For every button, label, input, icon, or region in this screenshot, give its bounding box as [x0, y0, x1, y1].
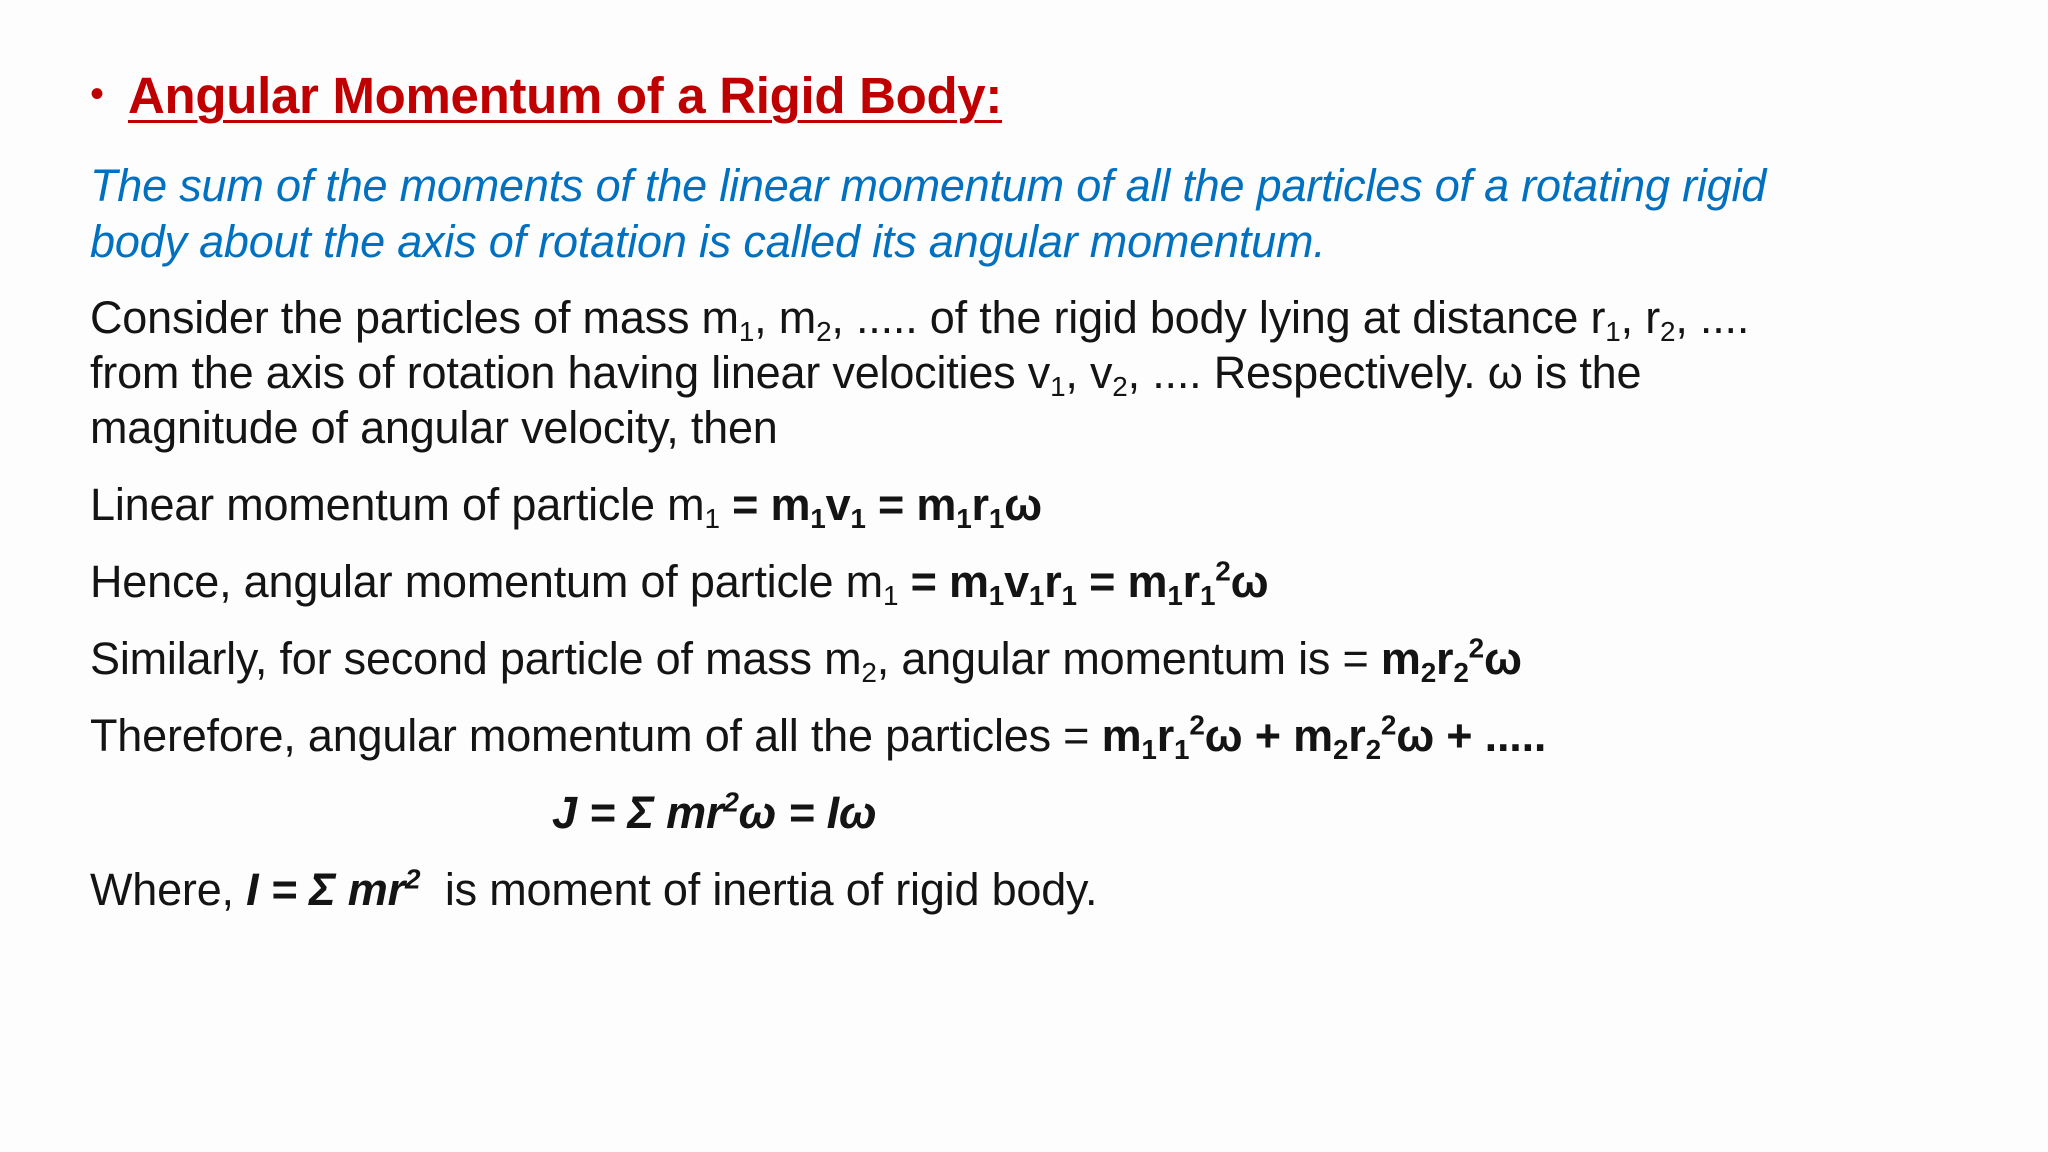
- total-momentum-line: Therefore, angular momentum of all the particles = $m_1r_1^2\omega + m_2r_2^2\omega$ + .....: [90, 709, 1547, 765]
- slide-content: [90, 66, 1990, 918]
- angular-momentum-line: Hence, angular momentum of particle $m_1 = m_1v_1r_1 = m_1r_1^2\omega$: [90, 555, 1269, 611]
- second-particle-line: Similarly, for second particle of mass $m_2$, angular momentum is = $m_2r_2^2\omega$: [90, 632, 1522, 688]
- moment-of-inertia-expression: I = Σ $mr^2$: [246, 863, 421, 915]
- moment-of-inertia-line: Where, I = Σ $mr^2$ is moment of inertia of rigid body.: [90, 863, 1098, 915]
- linear-momentum-expression: = $m_1v_1 = m_1r_1\omega$: [719, 479, 1042, 534]
- total-momentum-expression: $m_1r_1^2\omega + m_2r_2^2\omega$ + .....: [1101, 709, 1547, 765]
- second-particle-expression: $m_2r_2^2\omega$: [1380, 632, 1522, 688]
- main-equation: J = Σ $mr^2\omega = I\omega$: [552, 786, 877, 838]
- definition-line-2: body about the axis of rotation is called its angular momentum.: [90, 216, 1326, 267]
- definition-line-1: The sum of the moments of the linear momentum of all the particles of a rotating rigid: [90, 160, 1767, 211]
- consider-line-3: magnitude of angular velocity, then: [90, 402, 778, 453]
- bullet-icon: •: [90, 72, 105, 116]
- slide-title: Angular Momentum of a Rigid Body:: [128, 67, 1003, 124]
- title-row: [90, 66, 1990, 136]
- consider-line-1: Consider the particles of mass $m_1$, $m_2$, ..... of the rigid body lying at distance $r_1$, $r_2$, ....: [90, 292, 1750, 347]
- linear-momentum-line: Linear momentum of particle $m_1 = m_1v_1 = m_1r_1\omega$: [90, 479, 1042, 534]
- consider-line-2: from the axis of rotation having linear velocities $v_1$, $v_2$, .... Respectively. ω is the: [90, 347, 1642, 402]
- definition-text: [90, 158, 1990, 270]
- consider-paragraph: [90, 290, 1990, 455]
- angular-momentum-expression: = $m_1v_1r_1 = m_1r_1^2\omega$: [898, 555, 1269, 611]
